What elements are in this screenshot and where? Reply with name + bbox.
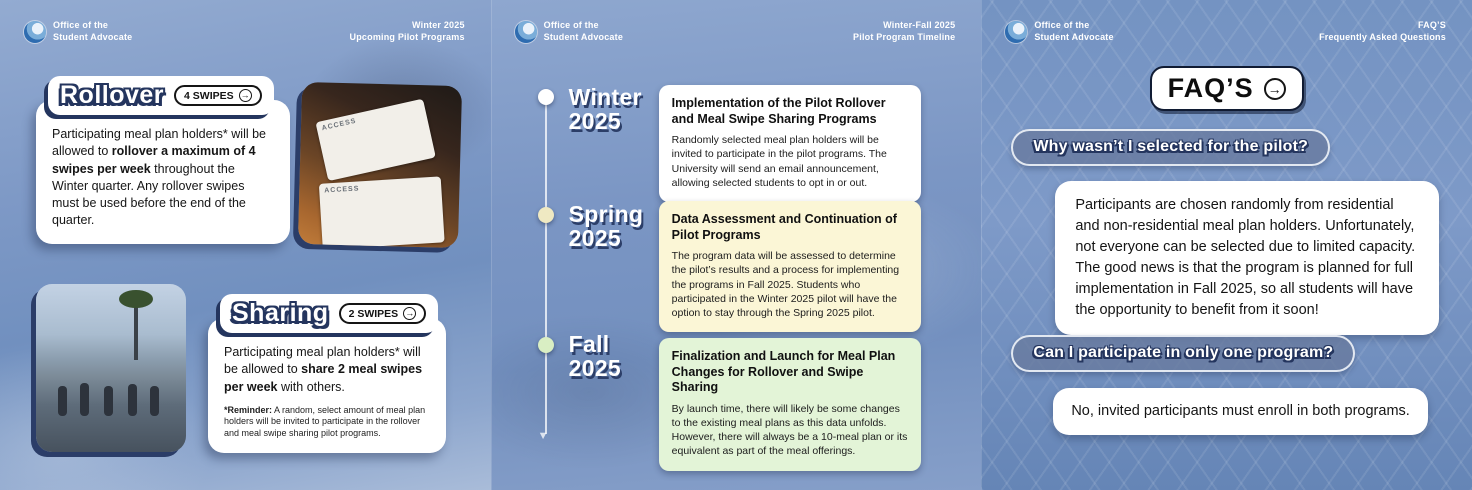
org-name-line: Office of the [543, 20, 599, 30]
faq-answer-card: No, invited participants must enroll in both programs. [1053, 388, 1428, 435]
slide-header-title-line: Upcoming Pilot Programs [349, 31, 465, 42]
rollover-description-card [36, 81, 290, 244]
faq-title: FAQ’S [1167, 73, 1254, 103]
arrow-down-icon: ▼ [537, 430, 549, 442]
faq-question-pill: Can I participate in only one program? [1011, 335, 1355, 372]
milestone-season-line: Fall [568, 331, 610, 357]
slide-timeline [491, 0, 982, 490]
person-silhouette [80, 383, 89, 416]
milestone-description: By launch time, there will likely be some changes to the existing meal plans as this data unfolds. However, there will always be a 10-meal plan or its equivalent as part of the meal offerings. [671, 402, 908, 458]
palm-tree-silhouette [134, 302, 138, 360]
milestone-season-line: Winter [568, 84, 642, 110]
arrow-circle-icon: → [240, 90, 250, 100]
sharing-swipes-badge [339, 303, 427, 324]
org-name [53, 20, 132, 43]
arrow-circle-icon: → [1264, 78, 1286, 100]
slide-header-title-line: Frequently Asked Questions [1319, 31, 1446, 42]
sharing-swipes-label: 2 SWIPES [348, 307, 399, 320]
org-logo-icon [1005, 21, 1027, 43]
rollover-swipes-label: 4 SWIPES [184, 89, 234, 102]
org-name-line: Student Advocate [53, 31, 133, 42]
org-brand [515, 20, 623, 43]
students-walking-photo [36, 284, 186, 452]
milestone-card [659, 85, 921, 202]
milestone-season-line: Spring [568, 201, 644, 227]
milestone-dot [538, 89, 554, 105]
faq-answer-card: Participants are chosen randomly from residential and non-residential meal plan holders. Unfortunately, not everyone can be selected due to limited capacity. The good news is that the program is planned for full implementation in Fall 2025, so all students will have the opportunity to benefit from it soon! [1055, 181, 1439, 335]
slide-header [515, 20, 956, 43]
person-silhouette [104, 386, 113, 416]
milestone-dot [538, 337, 554, 353]
milestone-season [569, 86, 642, 133]
org-name-line: Office of the [53, 20, 109, 30]
org-name [544, 20, 623, 43]
slide-header-title [853, 20, 955, 43]
access-card-label: ACCESS [321, 117, 358, 133]
milestone-season-line: 2025 [568, 224, 622, 251]
slide-header-title-line: Pilot Program Timeline [853, 31, 956, 42]
milestone-card [659, 201, 921, 332]
org-brand [1005, 20, 1113, 43]
faq-question-pill: Why wasn’t I selected for the pilot? [1011, 129, 1330, 166]
slide-header-title-line: Winter-Fall 2025 [883, 20, 956, 30]
milestone-season-line: 2025 [568, 107, 622, 134]
milestone-season [569, 333, 621, 380]
slide-faq [981, 0, 1472, 490]
sharing-title: Sharing [232, 299, 329, 327]
faq-title-pill [1150, 66, 1304, 111]
rollover-title: Rollover [60, 81, 165, 109]
org-name-line: Student Advocate [543, 31, 624, 42]
milestone-season [569, 203, 644, 250]
rollover-swipes-badge [174, 85, 262, 106]
sharing-description-card [208, 299, 446, 453]
slide-header-title [1319, 20, 1446, 43]
sharing-reminder: *Reminder: A random, select amount of meal plan holders will be invited to participate in the rollover and meal swipe sharing pilot programs. [224, 404, 426, 439]
access-card-label: ACCESS [324, 185, 360, 195]
milestone-description: Randomly selected meal plan holders will be invited to participate in the pilot programs. The University will send an email announcement, allowing selected students to opt in or out. [671, 134, 887, 189]
slide-header [1005, 20, 1446, 43]
org-logo-icon [24, 21, 46, 43]
slide-header-title-line: FAQ’S [1417, 20, 1446, 30]
milestone-title: Finalization and Launch for Meal Plan Changes for Rollover and Swipe Sharing [671, 349, 896, 395]
slide-header-title-line: Winter 2025 [412, 20, 465, 30]
rollover-description: Participating meal plan holders* will be allowed to rollover a maximum of 4 swipes per week throughout the Winter quarter. Any rollover swipes must be used before the end of the quarter. [52, 127, 267, 228]
rollover-header-pill [48, 76, 274, 115]
org-brand [24, 20, 132, 43]
milestone-card [659, 338, 921, 471]
milestone-season-line: 2025 [568, 354, 622, 381]
sharing-header-pill [220, 294, 438, 333]
person-silhouette [58, 386, 67, 416]
org-name-line: Office of the [1034, 20, 1090, 30]
arrow-circle-icon: → [405, 308, 415, 318]
access-card-graphic [315, 99, 435, 181]
org-name [1034, 20, 1113, 43]
person-silhouette [128, 384, 137, 416]
person-silhouette [150, 386, 159, 416]
org-name-line: Student Advocate [1034, 31, 1114, 42]
slide-pilot-programs [0, 0, 491, 490]
milestone-dot [538, 207, 554, 223]
milestone-description: The program data will be assessed to determine the pilot’s results and a process for implementing the programs in Fall 2025. Students who participated in the Winter 2025 pilot will have the option to stay through the Spring 2025 pilot. [671, 250, 900, 319]
slide-header-title [350, 20, 465, 43]
milestone-title: Implementation of the Pilot Rollover and Meal Swipe Sharing Programs [671, 96, 886, 126]
milestone-title: Data Assessment and Continuation of Pilot Programs [671, 212, 897, 242]
sharing-description: Participating meal plan holders* will be allowed to share 2 meal swipes per week with others. [224, 345, 423, 394]
meal-cards-photo [298, 82, 462, 248]
slide-header [24, 20, 465, 43]
access-card-graphic [319, 176, 445, 248]
timeline-line [545, 96, 547, 434]
org-logo-icon [515, 21, 537, 43]
